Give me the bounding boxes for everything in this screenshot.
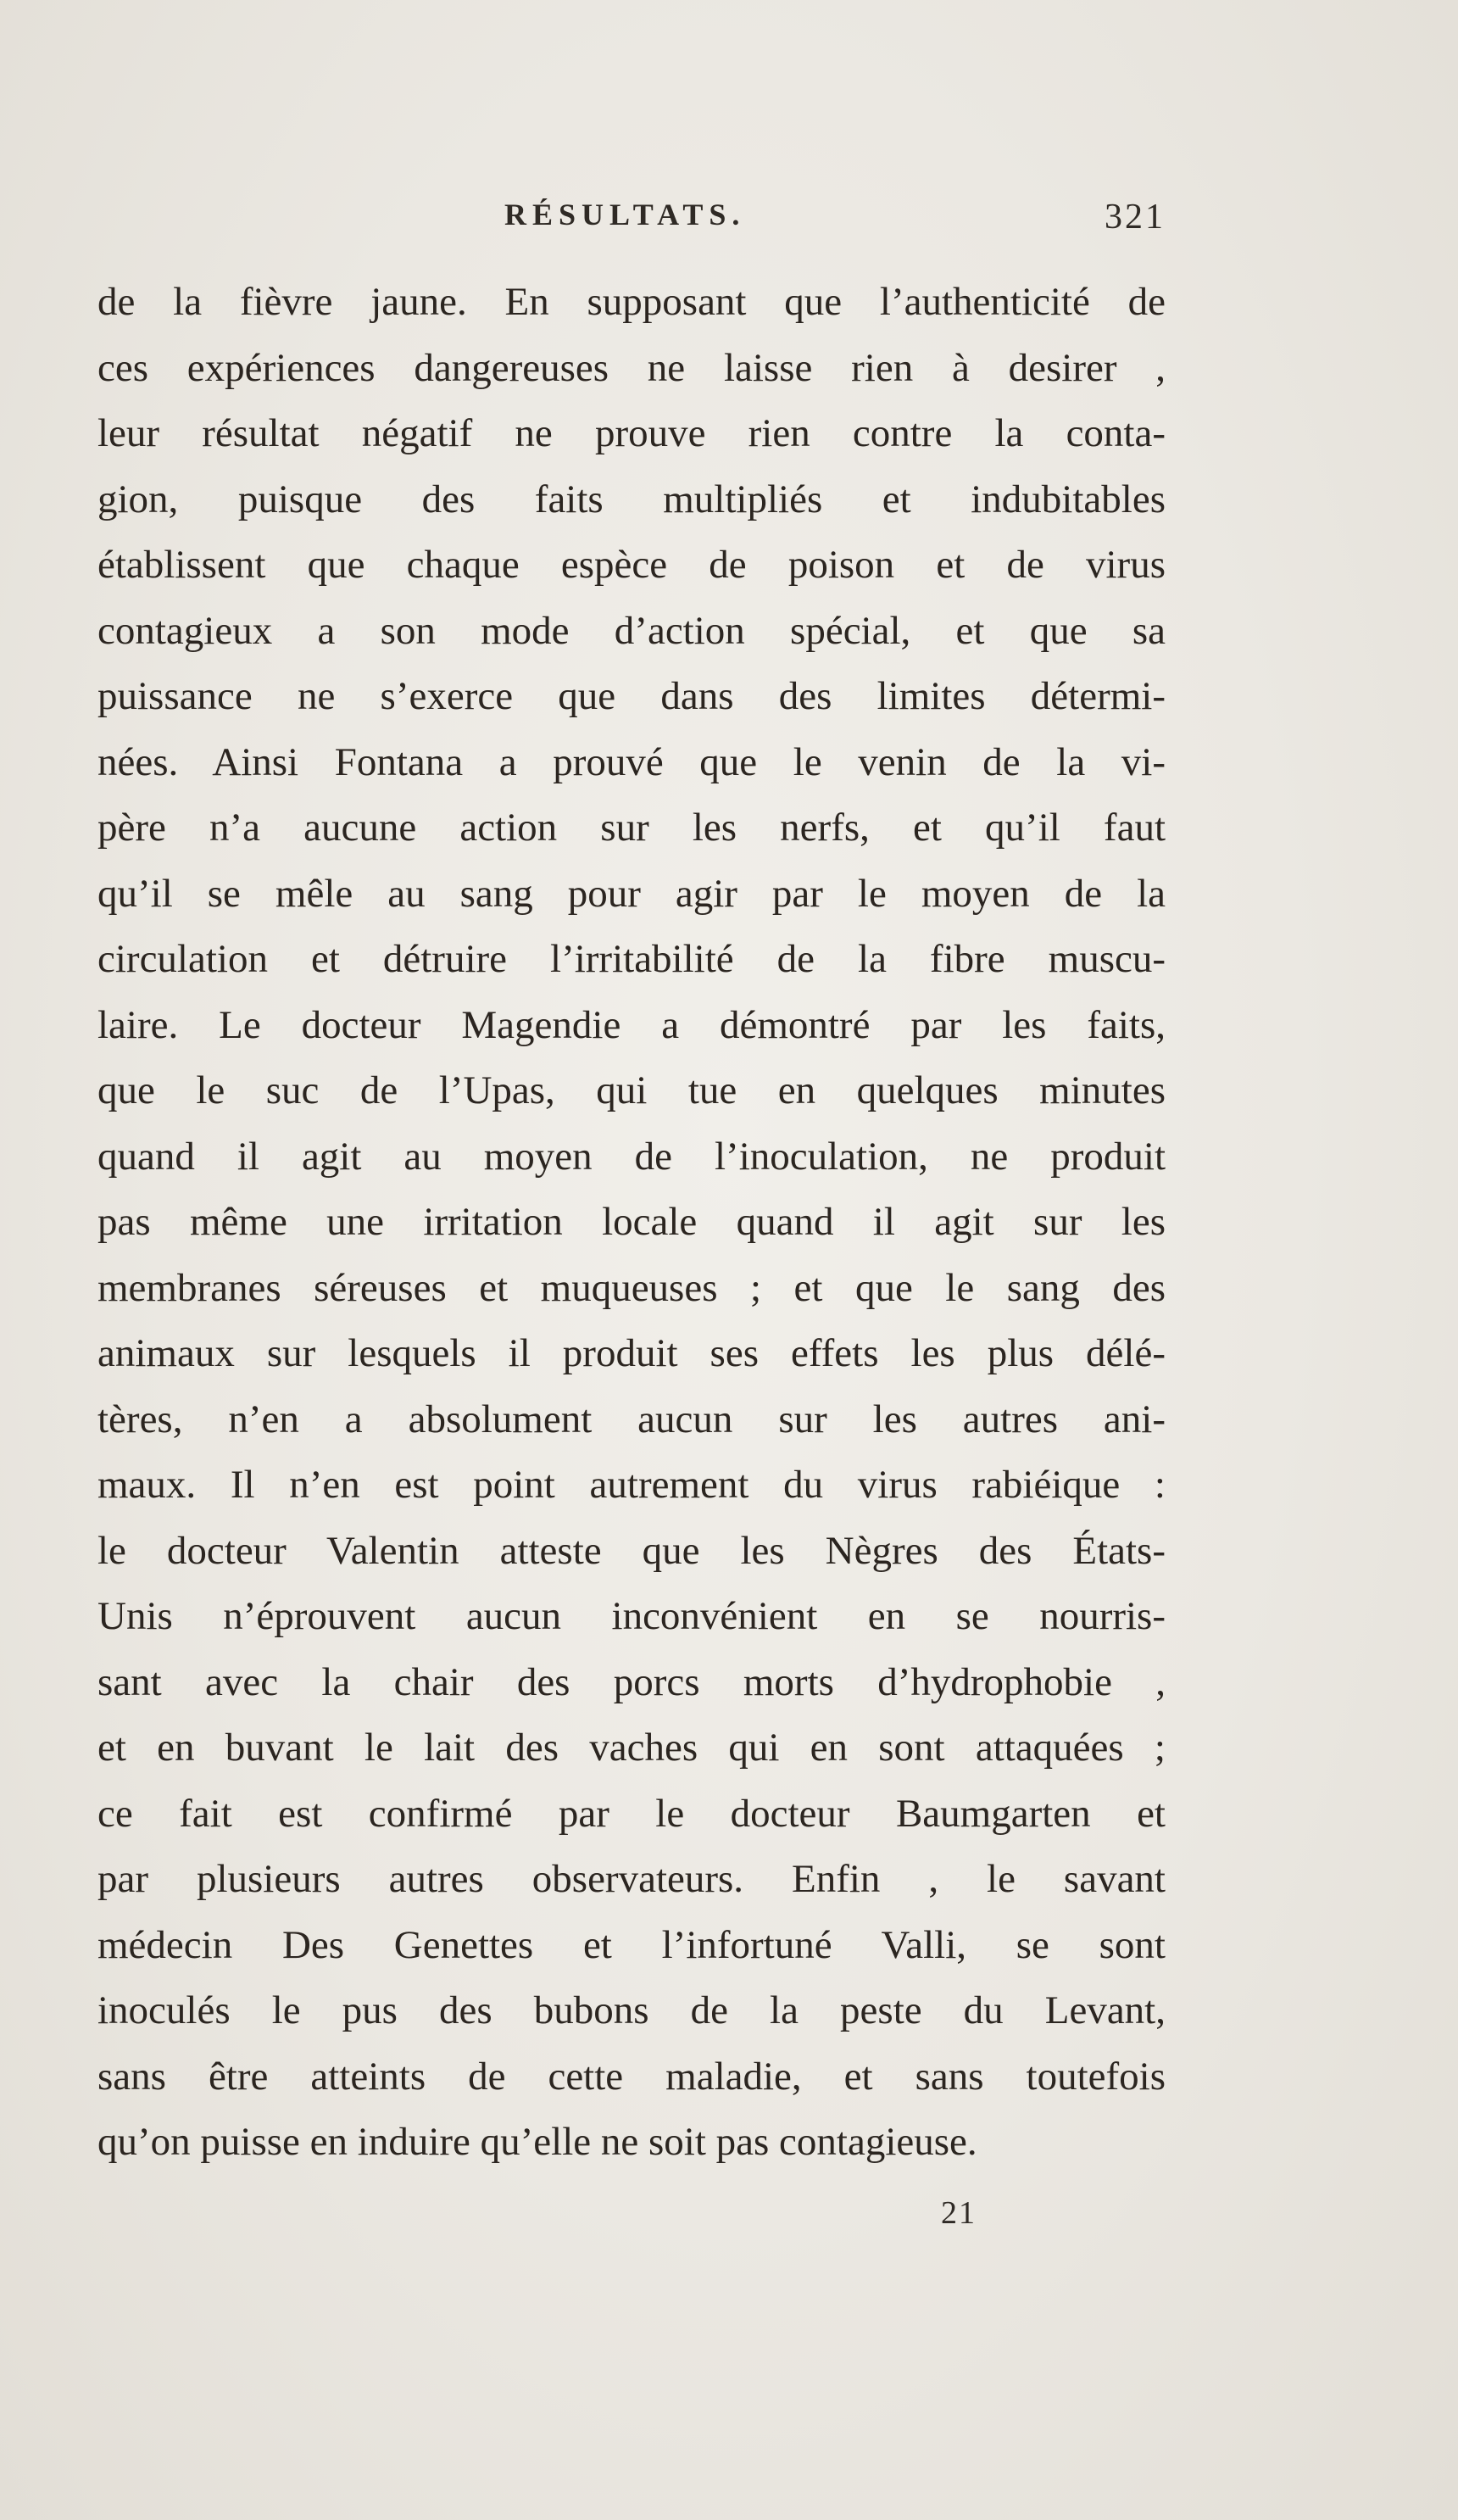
text-line: le docteur Valentin atteste que les Nègres des États-	[97, 1528, 1166, 1573]
text-line: Unis n’éprouvent aucun inconvénient en se nourris-	[97, 1594, 1166, 1638]
text-line: contagieux a son mode d’action spécial, et que sa	[97, 608, 1166, 653]
text-line: leur résultat négatif ne prouve rien contre la conta-	[97, 411, 1166, 455]
text-line: qu’il se mêle au sang pour agir par le moyen de la	[97, 871, 1166, 916]
text-line: de la fièvre jaune. En supposant que l’authenticité de	[97, 280, 1166, 324]
text-line: ce fait est confirmé par le docteur Baumgarten et	[97, 1791, 1166, 1836]
text-line: établissent que chaque espèce de poison et de virus	[97, 543, 1166, 587]
text-line: que le suc de l’Upas, qui tue en quelques minutes	[97, 1068, 1166, 1112]
text-line: animaux sur lesquels il produit ses effets les plus délé-	[97, 1331, 1166, 1375]
text-line: nées. Ainsi Fontana a prouvé que le venin de la vi-	[97, 739, 1166, 784]
text-line: pas même une irritation locale quand il agit sur les	[97, 1200, 1166, 1244]
text-line: médecin Des Genettes et l’infortuné Valli, se sont	[97, 1922, 1166, 1967]
text-line: ces expériences dangereuses ne laisse rien à desirer ,	[97, 345, 1166, 390]
text-line: sant avec la chair des porcs morts d’hydrophobie ,	[97, 1659, 1166, 1704]
text-line: gion, puisque des faits multipliés et indubitables	[97, 477, 1166, 521]
text-line: qu’on puisse en induire qu’elle ne soit pas contagieuse.	[97, 2120, 977, 2164]
text-line: circulation et détruire l’irritabilité de la fibre muscu-	[97, 937, 1166, 981]
signature-mark: 21	[941, 2195, 977, 2231]
text-line: quand il agit au moyen de l’inoculation, ne produit	[97, 1134, 1166, 1179]
body-text	[97, 270, 1166, 2176]
text-line: membranes séreuses et muqueuses ; et que le sang des	[97, 1265, 1166, 1310]
text-line: sans être atteints de cette maladie, et sans toutefois	[97, 2054, 1166, 2099]
text-line: laire. Le docteur Magendie a démontré par les faits,	[97, 1002, 1166, 1047]
text-line: et en buvant le lait des vaches qui en sont attaquées ;	[97, 1726, 1166, 1770]
text-line: père n’a aucune action sur les nerfs, et qu’il faut	[97, 806, 1166, 850]
text-line: puissance ne s’exerce que dans des limites détermi-	[97, 674, 1166, 718]
text-line: inoculés le pus des bubons de la peste du Levant,	[97, 1988, 1166, 2032]
running-title: RÉSULTATS.	[504, 198, 746, 231]
page-number: 321	[1105, 198, 1166, 237]
text-line: maux. Il n’en est point autrement du virus rabiéique :	[97, 1463, 1166, 1507]
text-line: par plusieurs autres observateurs. Enfin , le savant	[97, 1857, 1166, 1901]
text-line: tères, n’en a absolument aucun sur les autres ani-	[97, 1397, 1166, 1441]
running-head	[97, 197, 1166, 248]
